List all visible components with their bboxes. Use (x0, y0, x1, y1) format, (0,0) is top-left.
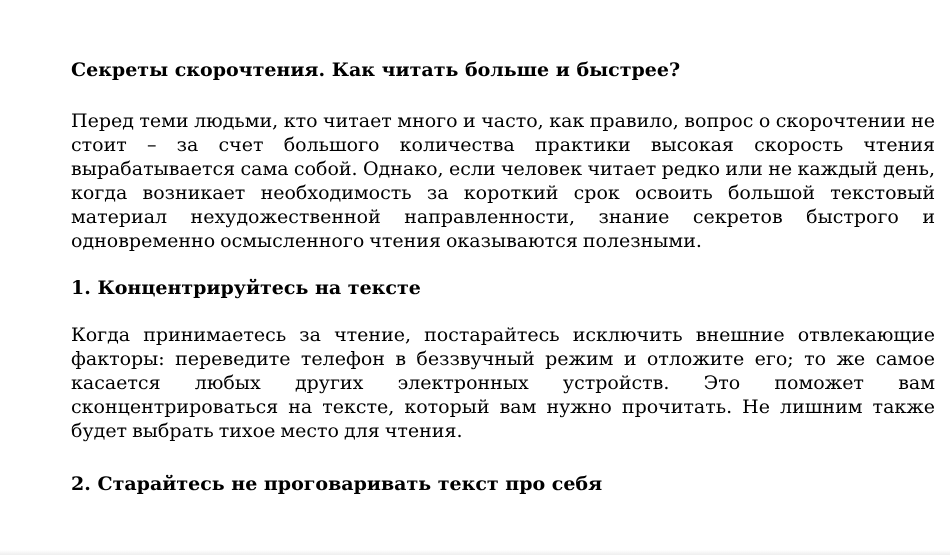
spacer (71, 300, 935, 323)
section-1-heading: 1. Концентрируйтесь на тексте (71, 277, 421, 299)
page-bottom-shadow (0, 550, 950, 555)
intro-paragraph: Перед теми людьми, кто читает много и часто, как правило, вопрос о скорочтении не стоит – за счет большого количества практики высокая скорость чтения вырабатывается сама собой. Однако, если человек читает редко или не каждый день, когда возникает необходимость за короткий срок освоить большой текстовый материал нехудожественной направленности, знание секретов быстрого и одновременно осмысленного чтения оказываются полезными. (71, 110, 935, 252)
spacer (71, 253, 935, 276)
section-1-paragraph: Когда принимаетесь за чтение, постарайтесь исключить внешние отвлекающие факторы: переведите телефон в беззвучный режим и отложите его; то же самое касается любых других электронных устройств. Это поможет вам сконцентрироваться на тексте, который вам нужно прочитать. Не лишним также будет выбрать тихое место для чтения. (71, 324, 935, 442)
document-body (71, 58, 935, 496)
section-2-heading: 2. Старайтесь не проговаривать текст про себя (71, 473, 603, 495)
spacer (71, 443, 935, 472)
spacer (71, 82, 935, 109)
document-title: Секреты скорочтения. Как читать больше и быстрее? (71, 59, 681, 81)
